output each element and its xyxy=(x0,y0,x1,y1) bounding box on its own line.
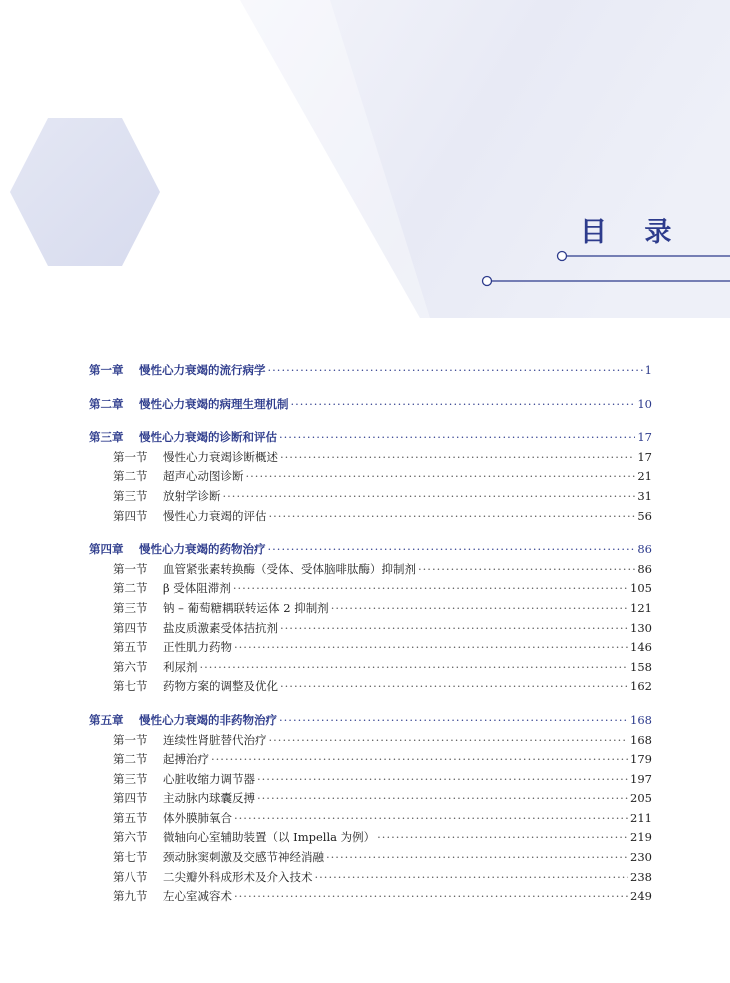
dot-leader xyxy=(315,868,629,888)
dot-leader xyxy=(257,770,628,790)
section-number: 第一节 xyxy=(113,561,148,576)
section-number: 第二节 xyxy=(113,752,148,767)
page-number: 219 xyxy=(630,830,652,845)
chapter-number: 第四章 xyxy=(89,542,124,557)
section-number: 第七节 xyxy=(113,679,148,694)
toc-section-row[interactable] xyxy=(89,789,652,809)
toc-section-row[interactable] xyxy=(89,448,652,468)
toc-chapter-row[interactable] xyxy=(89,428,652,448)
page-number: 249 xyxy=(630,889,652,904)
page-number: 168 xyxy=(630,712,652,727)
toc-section-row[interactable] xyxy=(89,467,652,487)
toc-spacer xyxy=(89,697,652,711)
table-of-contents xyxy=(89,361,652,907)
page-title: 目 录 xyxy=(580,217,686,248)
hexagon-decoration xyxy=(10,118,160,266)
chapter-number: 第三章 xyxy=(89,430,124,445)
toc-spacer xyxy=(89,414,652,428)
dot-leader xyxy=(291,395,636,415)
section-number: 第八节 xyxy=(113,869,148,884)
section-number: 第二节 xyxy=(113,581,148,596)
section-title: β 受体阻滞剂 xyxy=(163,581,231,596)
toc-section-row[interactable] xyxy=(89,507,652,527)
dot-leader xyxy=(234,638,628,658)
section-title: 正性肌力药物 xyxy=(163,640,232,655)
toc-section-row[interactable] xyxy=(89,731,652,751)
section-number: 第一节 xyxy=(113,449,148,464)
toc-chapter-row[interactable] xyxy=(89,540,652,560)
section-title: 钠 – 葡萄糖耦联转运体 2 抑制剂 xyxy=(163,600,329,615)
dot-leader xyxy=(280,677,628,697)
section-number: 第三节 xyxy=(113,488,148,503)
dot-leader xyxy=(280,619,628,639)
page-number: 56 xyxy=(637,508,652,523)
section-title: 连续性肾脏替代治疗 xyxy=(163,732,267,747)
toc-chapter-row[interactable] xyxy=(89,395,652,415)
title-rule-lower xyxy=(481,275,730,287)
dot-leader xyxy=(269,507,636,527)
section-number: 第五节 xyxy=(113,640,148,655)
toc-section-row[interactable] xyxy=(89,638,652,658)
page-number: 17 xyxy=(637,430,652,445)
dot-leader xyxy=(200,658,629,678)
section-title: 左心室减容术 xyxy=(163,889,232,904)
toc-section-row[interactable] xyxy=(89,560,652,580)
page-number: 31 xyxy=(637,488,652,503)
section-title: 放射学诊断 xyxy=(163,488,221,503)
page-number: 17 xyxy=(637,449,652,464)
section-title: 药物方案的调整及优化 xyxy=(163,679,278,694)
chapter-title: 慢性心力衰竭的病理生理机制 xyxy=(139,396,289,411)
page-number: 86 xyxy=(637,561,652,576)
section-title: 体外膜肺氧合 xyxy=(163,810,232,825)
chapter-title: 慢性心力衰竭的非药物治疗 xyxy=(139,712,277,727)
dot-leader xyxy=(257,789,628,809)
toc-section-row[interactable] xyxy=(89,848,652,868)
toc-chapter-row[interactable] xyxy=(89,711,652,731)
page-number: 130 xyxy=(630,620,652,635)
section-title: 利尿剂 xyxy=(163,659,198,674)
dot-leader xyxy=(268,540,636,560)
page-number: 230 xyxy=(630,850,652,865)
chapter-title: 慢性心力衰竭的药物治疗 xyxy=(139,542,266,557)
section-title: 慢性心力衰竭的评估 xyxy=(163,508,267,523)
toc-section-row[interactable] xyxy=(89,750,652,770)
page-number: 146 xyxy=(630,640,652,655)
dot-leader xyxy=(234,887,628,907)
section-number: 第四节 xyxy=(113,791,148,806)
page-number: 168 xyxy=(630,732,652,747)
page-number: 105 xyxy=(630,581,652,596)
chapter-number: 第一章 xyxy=(89,363,124,377)
section-number: 第六节 xyxy=(113,830,148,845)
toc-section-row[interactable] xyxy=(89,828,652,848)
toc-spacer xyxy=(89,526,652,540)
page-number: 158 xyxy=(630,659,652,674)
dot-leader xyxy=(246,467,636,487)
section-title: 心脏收缩力调节器 xyxy=(163,771,255,786)
dot-leader xyxy=(211,750,628,770)
toc-section-row[interactable] xyxy=(89,809,652,829)
section-title: 慢性心力衰竭诊断概述 xyxy=(163,449,278,464)
dot-leader xyxy=(223,487,636,507)
chapter-title: 慢性心力衰竭的诊断和评估 xyxy=(139,430,277,445)
section-number: 第七节 xyxy=(113,850,148,865)
dot-leader xyxy=(279,428,635,448)
section-title: 起搏治疗 xyxy=(163,752,209,767)
page-number: 1 xyxy=(644,363,652,377)
section-title: 超声心动图诊断 xyxy=(163,469,244,484)
section-number: 第三节 xyxy=(113,600,148,615)
chapter-number: 第二章 xyxy=(89,396,124,411)
page-number: 121 xyxy=(630,600,652,615)
dot-leader xyxy=(279,711,628,731)
page-number: 211 xyxy=(630,810,652,825)
section-number: 第四节 xyxy=(113,620,148,635)
dot-leader xyxy=(331,599,628,619)
dot-leader xyxy=(268,361,643,381)
page-number: 205 xyxy=(630,791,652,806)
section-number: 第二节 xyxy=(113,469,148,484)
title-rule-upper xyxy=(556,250,730,262)
toc-section-row[interactable] xyxy=(89,868,652,888)
toc-section-row[interactable] xyxy=(89,677,652,697)
section-title: 盐皮质激素受体拮抗剂 xyxy=(163,620,278,635)
page-number: 179 xyxy=(630,752,652,767)
page-number: 21 xyxy=(637,469,652,484)
dot-leader xyxy=(269,731,629,751)
chapter-title: 慢性心力衰竭的流行病学 xyxy=(139,363,266,377)
dot-leader xyxy=(234,809,628,829)
page-number: 162 xyxy=(630,679,652,694)
dot-leader xyxy=(233,579,628,599)
dot-leader xyxy=(326,848,628,868)
section-title: 颈动脉窦刺激及交感节神经消融 xyxy=(163,850,324,865)
section-title: 主动脉内球囊反搏 xyxy=(163,791,255,806)
toc-section-row[interactable] xyxy=(89,658,652,678)
toc-section-row[interactable] xyxy=(89,887,652,907)
section-title: 血管紧张素转换酶（受体、受体脑啡肽酶）抑制剂 xyxy=(163,561,416,576)
section-number: 第六节 xyxy=(113,659,148,674)
section-number: 第一节 xyxy=(113,732,148,747)
toc-section-row[interactable] xyxy=(89,487,652,507)
page-number: 238 xyxy=(630,869,652,884)
toc-chapter-row[interactable] xyxy=(89,361,652,381)
section-number: 第五节 xyxy=(113,810,148,825)
page-number: 10 xyxy=(637,396,652,411)
dot-leader xyxy=(377,828,628,848)
dot-leader xyxy=(418,560,635,580)
section-number: 第九节 xyxy=(113,889,148,904)
section-number: 第三节 xyxy=(113,771,148,786)
dot-leader xyxy=(280,448,635,468)
section-title: 微轴向心室辅助装置（以 Impella 为例） xyxy=(163,830,376,845)
section-title: 二尖瓣外科成形术及介入技术 xyxy=(163,869,313,884)
chapter-number: 第五章 xyxy=(89,712,124,727)
toc-section-row[interactable] xyxy=(89,599,652,619)
toc-section-row[interactable] xyxy=(89,619,652,639)
toc-section-row[interactable] xyxy=(89,770,652,790)
page-number: 86 xyxy=(637,542,652,557)
section-number: 第四节 xyxy=(113,508,148,523)
toc-section-row[interactable] xyxy=(89,579,652,599)
page-number: 197 xyxy=(630,771,652,786)
toc-spacer xyxy=(89,381,652,395)
